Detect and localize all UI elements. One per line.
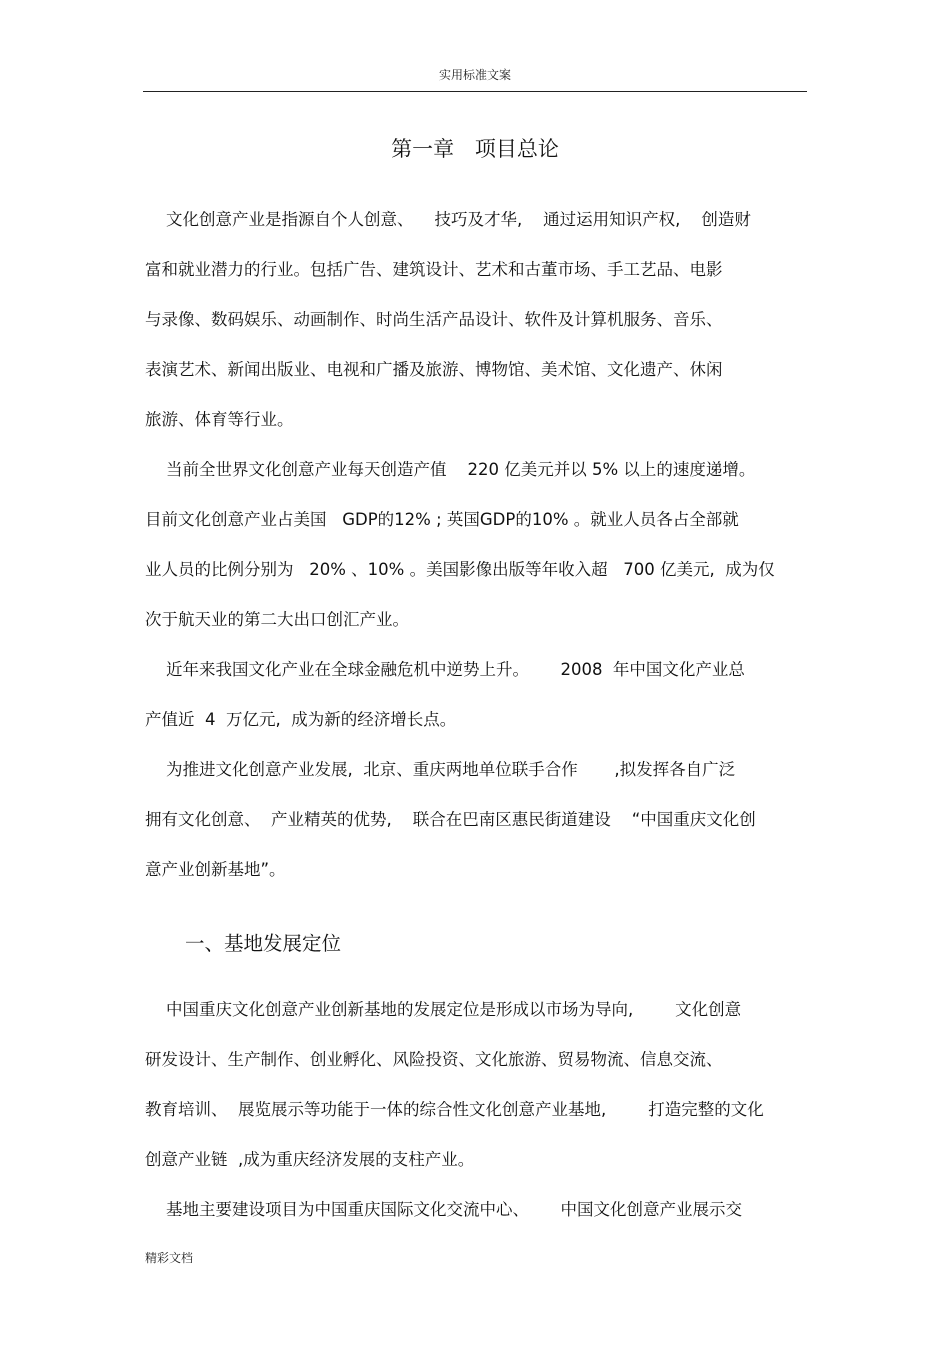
chapter-title: 第一章 项目总论	[391, 137, 559, 161]
header-rule	[143, 91, 807, 92]
paragraph-line: 与录像、数码娱乐、动画制作、时尚生活产品设计、软件及计算机服务、音乐、	[145, 310, 723, 329]
paragraph-line: 表演艺术、新闻出版业、电视和广播及旅游、博物馆、美术馆、文化遗产、休闲	[145, 360, 723, 379]
page-header: 实用标准文案	[438, 68, 511, 82]
paragraph-line: 目前文化创意产业占美国 GDP的12% ; 英国GDP的10% 。就业人员各占全部就	[145, 510, 739, 529]
paragraph-line: 研发设计、生产制作、创业孵化、风险投资、文化旅游、贸易物流、信息交流、	[145, 1050, 723, 1069]
paragraph-line: 近年来我国文化产业在全球金融危机中逆势上升。 2008 年中国文化产业总	[145, 660, 745, 679]
paragraph-line: 产值近 4 万亿元, 成为新的经济增长点。	[145, 710, 457, 729]
paragraph-line: 当前全世界文化创意产业每天创造产值 220 亿美元并以 5% 以上的速度递增。	[145, 460, 756, 479]
paragraph-line: 业人员的比例分别为 20% 、10% 。美国影像出版等年收入超 700 亿美元, 成为仅	[145, 560, 775, 579]
page-footer: 精彩文档	[145, 1251, 194, 1265]
paragraph-line: 文化创意产业是指源自个人创意、 技巧及才华, 通过运用知识产权, 创造财	[145, 210, 751, 229]
paragraph-line: 教育培训、 展览展示等功能于一体的综合性文化创意产业基地, 打造完整的文化	[145, 1100, 764, 1119]
paragraph-line: 创意产业链 ,成为重庆经济发展的支柱产业。	[145, 1150, 475, 1169]
paragraph-line: 中国重庆文化创意产业创新基地的发展定位是形成以市场为导向, 文化创意	[145, 1000, 742, 1019]
paragraph-line: 基地主要建设项目为中国重庆国际文化交流中心、 中国文化创意产业展示交	[145, 1200, 742, 1219]
paragraph-line: 旅游、体育等行业。	[145, 410, 294, 429]
section-heading: 一、基地发展定位	[185, 932, 342, 955]
paragraph-line: 次于航天业的第二大出口创汇产业。	[145, 610, 409, 629]
paragraph-line: 为推进文化创意产业发展, 北京、重庆两地单位联手合作 ,拟发挥各自广泛	[145, 760, 736, 779]
paragraph-line: 拥有文化创意、 产业精英的优势, 联合在巴南区惠民街道建设 “中国重庆文化创	[145, 810, 756, 829]
paragraph-line: 意产业创新基地”。	[145, 860, 286, 879]
paragraph-line: 富和就业潜力的行业。包括广告、建筑设计、艺术和古董市场、手工艺品、电影	[145, 260, 723, 279]
